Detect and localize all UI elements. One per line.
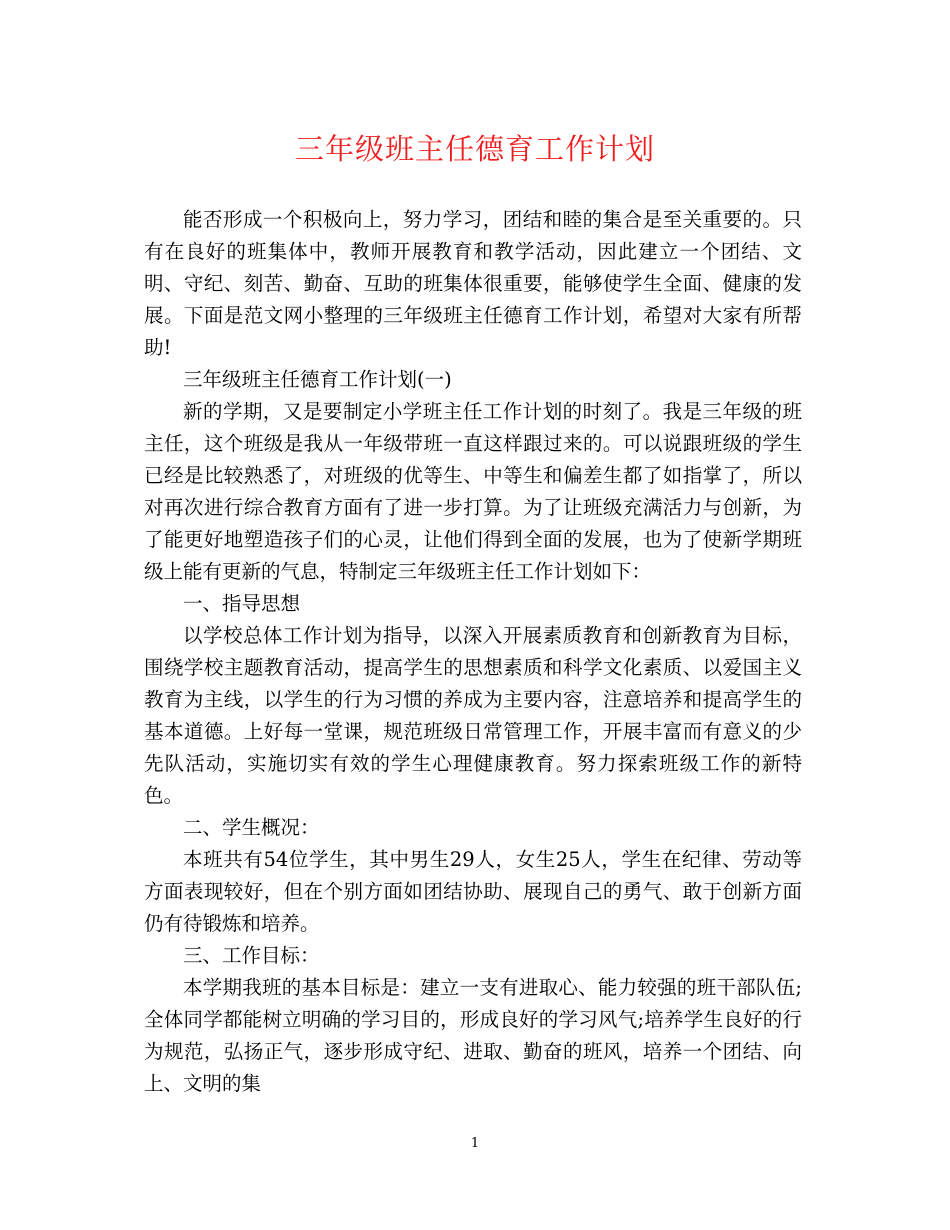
guiding-ideology-paragraph: 以学校总体工作计划为指导，以深入开展素质教育和创新教育为目标，围绕学校主题教育活动，提高学生的思想素质和科学文化素质、以爱国主义教育为主线，以学生的行为习惯的养成为主要内容，注意培养和提高学生的基本道德。上好每一堂课，规范班级日常管理工作，开展丰富而有意义的少先队活动，实施切实有效的学生心理健康教育。努力探索班级工作的新特色。 <box>144 624 802 807</box>
plan-intro-paragraph: 新的学期，又是要制定小学班主任工作计划的时刻了。我是三年级的班主任，这个班级是我从一年级带班一直这样跟过来的。可以说跟班级的学生已经是比较熟悉了，对班级的优等生、中等生和偏差生都了如指掌了，所以对再次进行综合教育方面有了进一步打算。为了让班级充满活力与创新，为了能更好地塑造孩子们的心灵，让他们得到全面的发展，也为了使新学期班级上能有更新的气息，特制定三年级班主任工作计划如下： <box>144 400 802 583</box>
section-heading-guiding-ideology: 一、指导思想 <box>183 592 301 615</box>
student-overview-paragraph: 本班共有54位学生，其中男生29人，女生25人，学生在纪律、劳动等方面表现较好，但在个别方面如团结协助、展现自己的勇气、敢于创新方面仍有待锻炼和培养。 <box>144 848 802 935</box>
intro-paragraph: 能否形成一个积极向上，努力学习，团结和睦的集合是至关重要的。只有在良好的班集体中，教师开展教育和教学活动，因此建立一个团结、文明、守纪、刻苦、勤奋、互助的班集体很重要，能够使学生全面、健康的发展。下面是范文网小整理的三年级班主任德育工作计划，希望对大家有所帮助! <box>144 208 802 359</box>
section-heading-work-goals: 三、工作目标： <box>183 944 320 967</box>
page-number: 1 <box>470 1136 480 1151</box>
document-title: 三年级班主任德育工作计划 <box>294 132 655 166</box>
section-heading-plan-one: 三年级班主任德育工作计划(一) <box>183 368 452 391</box>
section-heading-student-overview: 二、学生概况： <box>183 816 320 839</box>
document-body <box>144 204 802 1100</box>
work-goals-paragraph: 本学期我班的基本目标是：建立一支有进取心、能力较强的班干部队伍;全体同学都能树立明确的学习目的，形成良好的学习风气;培养学生良好的行为规范，弘扬正气，逐步形成守纪、进取、勤奋的班风，培养一个团结、向上、文明的集 <box>144 976 802 1095</box>
